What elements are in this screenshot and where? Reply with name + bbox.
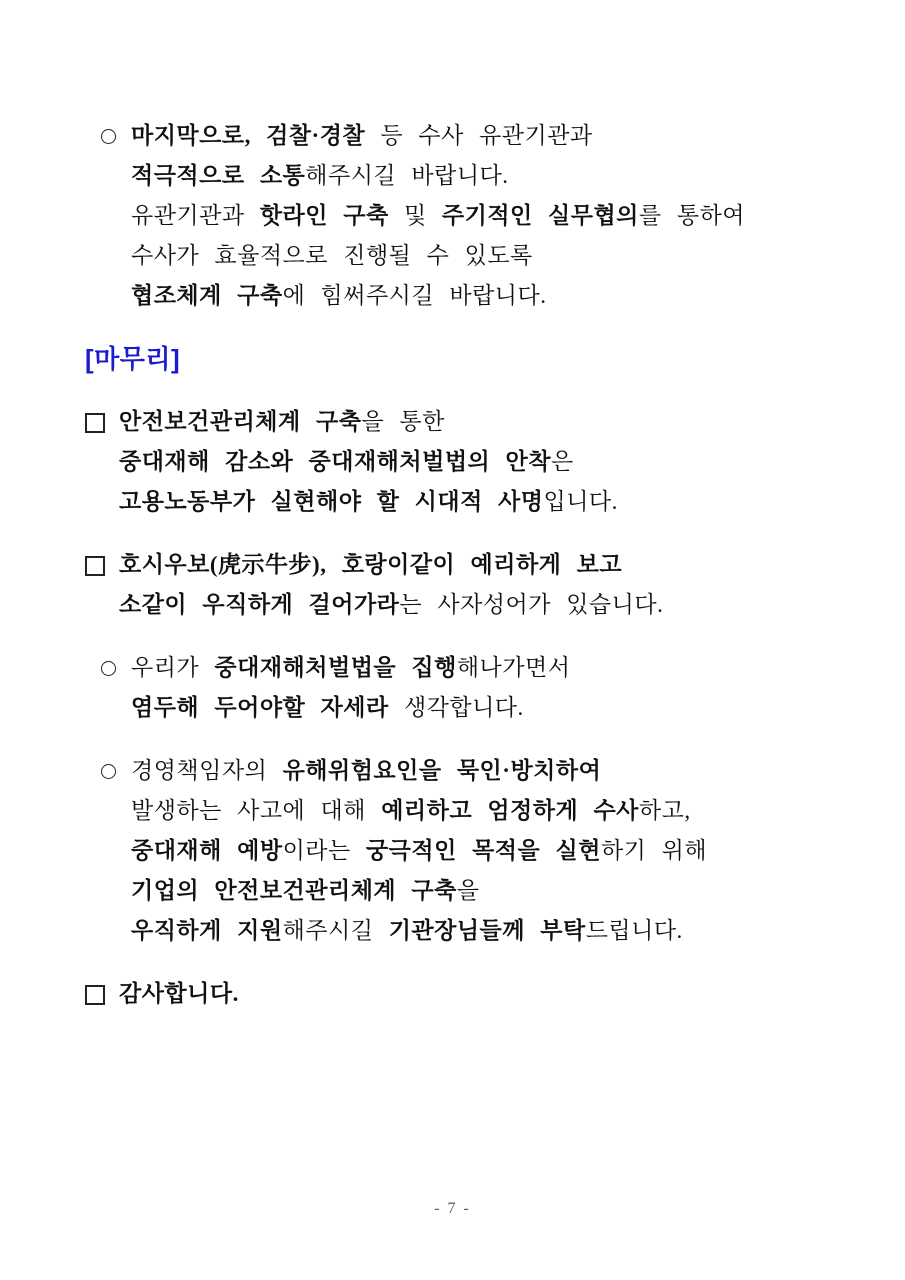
- text-line: [131, 116, 825, 156]
- text-segment: 호시우보(虎示牛步), 호랑이같이 예리하게 보고: [119, 552, 623, 577]
- text-segment: 주기적인 실무협의: [441, 203, 639, 228]
- text-segment: 이라는: [282, 838, 366, 863]
- text-segment: 중대재해처벌법을 집행: [214, 655, 457, 680]
- text-segment: 안전보건관리체계 구축: [119, 409, 362, 434]
- text-segment: 고용노동부가 실현해야 할 시대적 사명: [119, 489, 544, 514]
- bullet-column: [101, 751, 131, 779]
- text-segment: 감사합니다.: [119, 981, 239, 1006]
- text-segment: 염두해 두어야할 자세라: [131, 695, 389, 720]
- text-segment: 에 힘써주시길 바랍니다.: [282, 283, 547, 308]
- text-line: [119, 402, 825, 442]
- item-lines: [119, 402, 825, 522]
- text-line: [119, 442, 825, 482]
- text-line: [131, 791, 825, 831]
- text-segment: 하고,: [638, 798, 691, 823]
- text-segment: 을 통한: [361, 409, 445, 434]
- text-segment: 핫라인 구축: [259, 203, 389, 228]
- text-line: [131, 156, 825, 196]
- text-line: [131, 871, 825, 911]
- bullet-column: [101, 116, 131, 144]
- text-line: [119, 545, 825, 585]
- text-segment: 해나가면서: [456, 655, 571, 680]
- text-segment: 중대재해 예방: [131, 838, 283, 863]
- text-segment: 해주시길 바랍니다.: [305, 163, 509, 188]
- text-line: [131, 831, 825, 871]
- text-line: [119, 585, 825, 625]
- text-line: [131, 688, 825, 728]
- text-line: [119, 482, 825, 522]
- item-lines: [131, 116, 825, 316]
- square-bullet-icon: [85, 985, 105, 1005]
- text-segment: 우리가: [131, 655, 215, 680]
- text-segment: 궁극적인 목적을 실현: [365, 838, 601, 863]
- text-segment: 생각합니다.: [388, 695, 524, 720]
- square-bullet-icon: [85, 413, 105, 433]
- bullet-column: [101, 648, 131, 676]
- text-segment: 협조체계 구축: [131, 283, 283, 308]
- bullet-column: [85, 974, 119, 1005]
- text-segment: 등 수사 유관기관과: [365, 123, 593, 148]
- bullet-item: [85, 402, 825, 522]
- document-body: [85, 116, 825, 1037]
- text-segment: 을: [456, 878, 480, 903]
- bullet-item: [101, 751, 825, 951]
- text-segment: 기업의 안전보건관리체계 구축: [131, 878, 457, 903]
- text-segment: 기관장님들께 부탁: [388, 918, 586, 943]
- text-segment: 은: [550, 449, 574, 474]
- bullet-item: [101, 648, 825, 728]
- square-bullet-icon: [85, 556, 105, 576]
- text-segment: 적극적으로 소통: [131, 163, 306, 188]
- text-segment: 입니다.: [543, 489, 618, 514]
- text-segment: 는 사자성어가 있습니다.: [399, 592, 664, 617]
- text-segment: 드립니다.: [585, 918, 683, 943]
- text-line: [119, 974, 825, 1014]
- text-segment: 및: [388, 203, 442, 228]
- item-lines: [131, 751, 825, 951]
- text-segment: 유관기관과: [131, 203, 260, 228]
- bullet-column: [85, 402, 119, 433]
- circle-bullet-icon: [101, 661, 116, 676]
- circle-bullet-icon: [101, 764, 116, 779]
- text-segment: 예리하고 엄정하게 수사: [381, 798, 639, 823]
- circle-bullet-icon: [101, 129, 116, 144]
- item-lines: [131, 648, 825, 728]
- text-line: [131, 196, 825, 236]
- text-segment: 하기 위해: [600, 838, 708, 863]
- text-segment: 우직하게 지원: [131, 918, 283, 943]
- text-line: [131, 276, 825, 316]
- section-header: [마무리]: [85, 344, 181, 374]
- bullet-item: [85, 545, 825, 625]
- text-line: [131, 911, 825, 951]
- text-line: [131, 751, 825, 791]
- text-segment: 유해위험요인을 묵인·방치하여: [282, 758, 602, 783]
- page-number: - 7 -: [434, 1200, 471, 1217]
- text-line: [131, 648, 825, 688]
- text-segment: 를 통하여: [638, 203, 746, 228]
- text-segment: 마지막으로, 검찰·경찰: [131, 123, 366, 148]
- text-segment: 수사가 효율적으로 진행될 수 있도록: [131, 243, 533, 268]
- text-segment: 경영책임자의: [131, 758, 283, 783]
- bullet-item: [85, 974, 825, 1014]
- bullet-item: [101, 116, 825, 316]
- text-segment: 중대재해 감소와 중대재해처벌법의 안착: [119, 449, 551, 474]
- item-lines: [119, 545, 825, 625]
- text-segment: 소같이 우직하게 걸어가라: [119, 592, 400, 617]
- item-lines: [119, 974, 825, 1014]
- text-segment: 해주시길: [282, 918, 389, 943]
- text-segment: 발생하는 사고에 대해: [131, 798, 382, 823]
- text-line: [131, 236, 825, 276]
- bullet-column: [85, 545, 119, 576]
